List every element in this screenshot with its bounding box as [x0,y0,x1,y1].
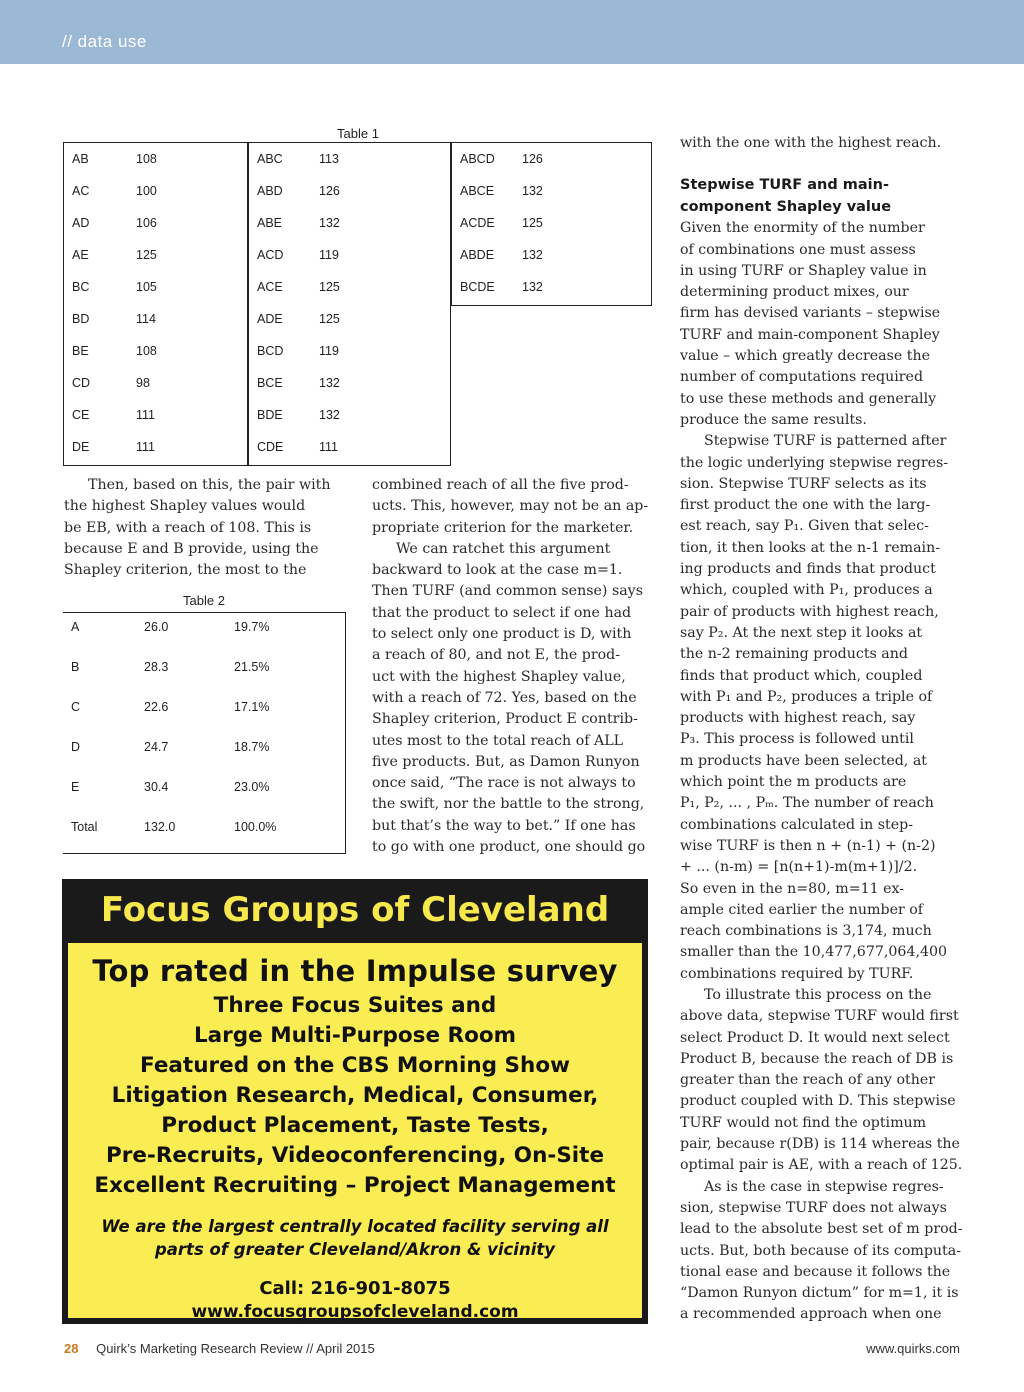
combination-label: ABDE [460,248,495,262]
text-line: backward to look at the case m=1. [372,562,623,579]
text-line: that the product to select if one had [372,604,632,621]
table1-group-3 [451,142,652,306]
table1-row [64,399,249,431]
text-line: Then, based on this, the pair with [88,477,331,493]
combination-label: DE [72,440,90,454]
table1-row [64,143,249,175]
text-line: say P₂. At the next step it looks at [680,624,923,641]
table1-row [452,207,653,239]
combination-label: ACD [257,248,284,262]
text-line: We can ratchet this argument [396,540,611,557]
table1-row [249,175,452,207]
text-line: in using TURF or Shapley value in [680,262,927,279]
reach-value: 125 [319,280,340,294]
reach-value: 114 [136,312,156,326]
combination-label: AB [72,152,89,166]
reach-value: 98 [136,376,150,390]
text-line: select Product D. It would next select [680,1029,950,1046]
table1-row [452,239,653,271]
text-line: determining product mixes, our [680,284,909,301]
reach-percent: 23.0% [234,780,270,794]
ad-phone[interactable]: Call: 216-901-8075 [259,1278,451,1299]
table2-caption: Table 2 [183,593,225,608]
table1-group-1 [63,142,248,466]
text-line: sion, stepwise TURF does not always [680,1199,947,1216]
combination-label: ACDE [460,216,495,230]
text-line: sion. Stepwise TURF selects as its [680,475,927,492]
text-line: greater than the reach of any other [680,1072,936,1089]
col3-paragraphs [680,218,965,1325]
section-heading-line2: component Shapley value [680,199,892,216]
text-line: with P₁ and P₂, produces a triple of [680,688,933,705]
text-line: ample cited earlier the number of [680,901,924,918]
ad-body [68,943,642,1322]
combination-label: BCD [257,344,284,358]
text-line: be EB, with a reach of 108. This is [64,519,312,536]
text-line: combinations calculated in step- [680,816,914,833]
combination-label: ADE [257,312,283,326]
text-line: tional ease and because it follows the [680,1263,951,1280]
product-label: A [71,620,80,634]
table2-row [63,773,346,813]
combination-label: CE [72,408,90,422]
text-line: Given the enormity of the number [680,220,925,237]
text-line: Then TURF (and common sense) says [372,583,643,600]
table1-row [64,335,249,367]
ad-feature-line: Large Multi-Purpose Room [193,1023,517,1048]
footer-left [64,1341,375,1356]
table2-row [63,653,346,693]
reach-value: 126 [522,152,543,166]
table1-caption: Table 1 [337,126,379,141]
combination-label: AE [72,248,89,262]
reach-value: 105 [136,280,157,294]
reach-value: 119 [319,344,339,358]
text-line: to go with one product, one should go [372,839,646,856]
combination-label: BC [72,280,90,294]
reach-percent: 19.7% [234,620,270,634]
text-line: the n-2 remaining products and [680,646,908,663]
table1-row [452,143,653,175]
text-line: which point the m products are [680,774,907,791]
text-line: uct with the highest Shapley value, [372,668,626,685]
text-line: but that’s the way to bet.” If one has [372,817,636,834]
publication-name: Quirk’s Marketing Research Review // April 2015 [96,1341,375,1356]
table1-row [64,271,249,303]
text-line: Product B, because the reach of DB is [680,1050,954,1067]
combination-label: BE [72,344,89,358]
ad-feature-line: Litigation Research, Medical, Consumer, [111,1083,599,1108]
text-line: a reach of 80, and not E, the prod- [372,647,621,664]
text-line: lead to the absolute best set of m prod- [680,1221,963,1238]
text-line: which, coupled with P₁, produces a [680,582,933,599]
text-line: P₁, P₂, ... , Pₘ. The number of reach [680,795,934,812]
table1-row [249,303,452,335]
reach-value: 132 [319,376,340,390]
table2-row [63,693,346,733]
combination-label: BDE [257,408,283,422]
text-line: utes most to the total reach of ALL [372,732,624,749]
text-line: product coupled with D. This stepwise [680,1093,956,1110]
combination-label: ABCE [460,184,495,198]
text-line: smaller than the 10,477,677,064,400 [680,944,948,961]
body-column-2 [372,475,657,858]
text-line: ing products and finds that product [680,561,936,578]
ad-feature-line: Product Placement, Taste Tests, [161,1113,549,1138]
section-header-bar [0,0,1024,64]
text-line: tion, it then looks at the n-1 remain- [680,539,941,556]
combination-label: ABE [257,216,283,230]
reach-value: 132 [319,408,340,422]
table2-row [63,613,346,653]
table1-row [249,367,452,399]
reach-value: 22.6 [144,700,169,714]
text-line: pair of products with highest reach, [680,603,939,620]
reach-value: 106 [136,216,157,230]
reach-value: 132 [522,248,543,262]
table1-row [249,335,452,367]
text-line: number of computations required [680,369,924,386]
text-line: finds that product which, coupled [680,667,923,684]
text-line: P₃. This process is followed until [680,731,914,748]
text-line: reach combinations is 3,174, much [680,923,932,940]
table1-row [249,143,452,175]
text-line: value – which greatly decrease the [680,348,931,365]
reach-value: 125 [136,248,157,262]
reach-value: 132 [522,280,543,294]
ad-title: Focus Groups of Cleveland [100,890,610,930]
text-line: pair, because r(DB) is 114 whereas the [680,1136,960,1153]
table1-row [64,175,249,207]
combination-label: AC [72,184,90,198]
page-number: 28 [64,1341,79,1356]
text-line: combined reach of all the five prod- [372,477,629,493]
text-line: wise TURF is then n + (n-1) + (n-2) [680,837,936,854]
combination-label: BCDE [460,280,495,294]
reach-value: 119 [319,248,339,262]
reach-value: 108 [136,344,157,358]
text-line: m products have been selected, at [680,752,927,769]
table1-row [249,431,452,463]
combination-label: ABC [257,152,283,166]
ad-feature-line: Excellent Recruiting – Project Management [94,1173,616,1198]
reach-value: 111 [136,440,156,454]
reach-value: 132 [319,216,340,230]
text-line: firm has devised variants – stepwise [680,305,941,322]
text-line: first product the one with the larg- [680,497,931,514]
body-column-1 [64,475,354,581]
reach-value: 100 [136,184,157,198]
ad-feature-line: Three Focus Suites and [213,993,497,1018]
table1-row [64,431,249,463]
text-line: Shapley criterion, Product E contrib- [372,711,638,728]
text-line: because E and B provide, using the [64,540,319,557]
combination-label: BCE [257,376,283,390]
reach-value: 26.0 [144,620,169,634]
combination-label: AD [72,216,90,230]
reach-percent: 21.5% [234,660,270,674]
combination-label: ACE [257,280,283,294]
table1-row [64,207,249,239]
text-line: of combinations one must assess [680,241,916,258]
text-line: est reach, say P₁. Given that selec- [680,518,929,535]
reach-value: 132 [522,184,543,198]
product-label: E [71,780,80,794]
table1-row [249,399,452,431]
table1-row [452,271,653,303]
combination-label: ABD [257,184,283,198]
table2 [63,612,346,854]
text-line: the highest Shapley values would [64,498,306,515]
ad-feature-line: Pre-Recruits, Videoconferencing, On-Site [105,1143,605,1168]
reach-value: 28.3 [144,660,169,674]
text-line: produce the same results. [680,411,867,428]
table1-row [249,239,452,271]
advertisement [62,879,648,1324]
text-line: As is the case in stepwise regres- [704,1178,944,1195]
ad-italic-line1: We are the largest centrally located facility serving all [101,1217,609,1236]
product-label: C [71,700,81,714]
footer-website[interactable]: www.quirks.com [866,1341,960,1356]
text-line: optimal pair is AE, with a reach of 125. [680,1157,963,1174]
table1-row [64,303,249,335]
text-line: the logic underlying stepwise regres- [680,454,949,471]
text-line: to use these methods and generally [680,390,937,407]
text-line: to select only one product is D, with [372,626,632,643]
combination-label: CD [72,376,91,390]
section-heading-line1: Stepwise TURF and main- [680,177,889,194]
reach-value: 125 [319,312,340,326]
ad-feature-list [68,991,642,1201]
table1-row [249,271,452,303]
text-line: Stepwise TURF is patterned after [704,433,947,450]
text-line: “Damon Runyon dictum” for m=1, it is [680,1285,959,1302]
table2-total-row [63,813,346,853]
reach-value: 113 [319,152,339,166]
text-line: products with highest reach, say [680,710,916,727]
text-line: + ... (n-m) = [n(n+1)-m(m+1)]/2. [680,859,918,876]
table1-row [452,175,653,207]
product-label: B [71,660,80,674]
combination-label: ABCD [460,152,495,166]
text-line: TURF would not find the optimum [680,1114,927,1131]
text-line: Shapley criterion, the most to the [64,562,307,579]
combination-label: CDE [257,440,284,454]
reach-percent: 17.1% [234,700,270,714]
text-line: the swift, nor the battle to the strong, [372,796,645,813]
reach-value: 108 [136,152,157,166]
table1-row [249,207,452,239]
ad-italic-line2: parts of greater Cleveland/Akron & vicinity [154,1240,556,1259]
reach-percent: 18.7% [234,740,270,754]
table1-row [64,239,249,271]
text-line: ucts. This, however, may not be an ap- [372,498,649,515]
text-line: combinations required by TURF. [680,965,914,982]
reach-value: 111 [136,408,156,422]
reach-percent: 100.0% [234,820,277,834]
text-line: TURF and main-component Shapley [680,326,940,343]
reach-value: 132.0 [144,820,176,834]
text-line: with a reach of 72. Yes, based on the [372,689,637,706]
col3-intro: with the one with the highest reach. [680,135,942,151]
reach-value: 125 [522,216,543,230]
text-line: five products. But, as Damon Runyon [372,753,640,770]
text-line: a recommended approach when one [680,1306,942,1323]
product-label: D [71,740,81,754]
table1-group-2 [248,142,451,466]
text-line: ucts. But, both because of its computa- [680,1242,961,1259]
text-line: To illustrate this process on the [704,986,932,1003]
ad-feature-line: Featured on the CBS Morning Show [140,1053,570,1078]
reach-value: 30.4 [144,780,169,794]
reach-value: 126 [319,184,340,198]
table2-row [63,733,346,773]
reach-value: 111 [319,440,339,454]
section-label: // data use [62,32,147,51]
table1-row [64,367,249,399]
text-line: propriate criterion for the marketer. [372,519,634,536]
ad-headline: Top rated in the Impulse survey [92,954,618,988]
ad-website-link[interactable]: www.focusgroupsofcleveland.com [191,1302,519,1322]
reach-value: 24.7 [144,740,169,754]
product-label: Total [71,820,98,834]
text-line: So even in the n=80, m=11 ex- [680,880,905,897]
combination-label: BD [72,312,90,326]
text-line: above data, stepwise TURF would first [680,1008,959,1025]
body-column-3 [680,133,965,1326]
text-line: once said, “The race is not always to [372,775,636,792]
